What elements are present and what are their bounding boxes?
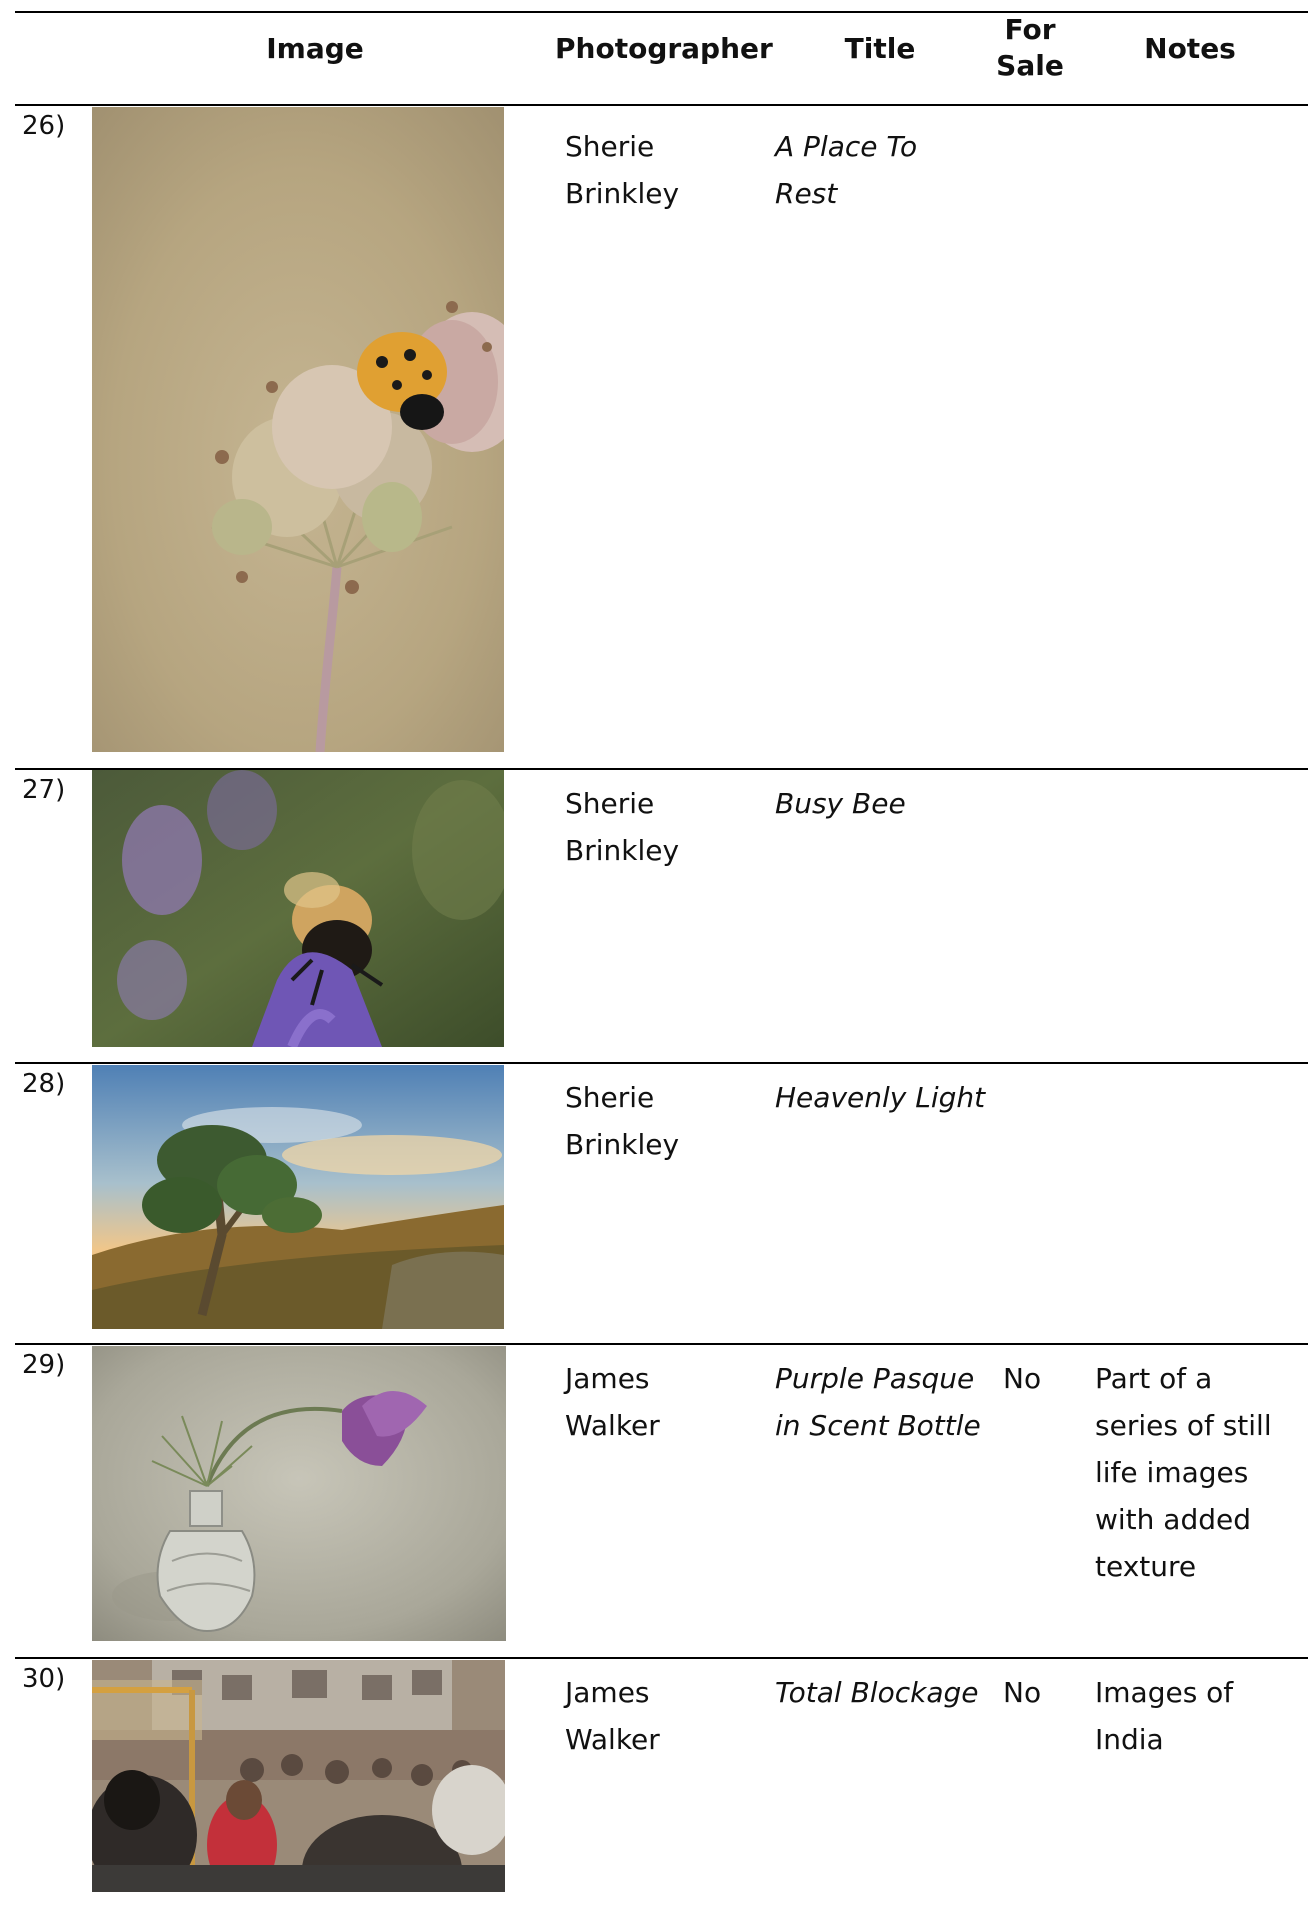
photo-title: A Place To Rest [775,130,918,210]
photographer-name: James Walker [565,1362,660,1442]
column-header-for-sale-line1: For [1004,13,1056,46]
photo-title: Heavenly Light [775,1081,986,1114]
row-divider [15,1657,1308,1659]
photo-crowded-indian-street [92,1660,505,1892]
row-number: 26) [22,111,66,141]
photo-ladybird-on-seed-head [92,107,504,752]
column-header-notes: Notes [1144,32,1236,65]
row-number: 28) [22,1069,66,1099]
for-sale-value: No [1003,1362,1042,1395]
row-divider [15,1343,1308,1345]
photographer-name: Sherie Brinkley [565,130,680,210]
column-header-for-sale-line2: Sale [996,49,1064,82]
photographer-name: James Walker [565,1676,660,1756]
photo-tree-on-hillside-at-sunset [92,1065,504,1329]
column-header-title: Title [844,32,916,65]
photo-pasque-flower-in-glass-bottle [92,1346,506,1641]
notes-text: Images of India [1095,1676,1234,1756]
photo-title: Busy Bee [775,787,906,820]
column-header-for-sale [990,12,1070,84]
photo-title: Total Blockage [775,1676,979,1709]
notes-text: Part of a series of still life images with added texture [1095,1362,1272,1583]
column-header-image: Image [266,32,364,65]
photographer-name: Sherie Brinkley [565,787,680,867]
row-number: 29) [22,1350,66,1380]
photographer-name: Sherie Brinkley [565,1081,680,1161]
photo-title: Purple Pasque in Scent Bottle [775,1362,981,1442]
header-bottom-rule [15,104,1308,106]
row-divider [15,1062,1308,1064]
row-number: 27) [22,775,66,805]
for-sale-value: No [1003,1676,1042,1709]
row-number: 30) [22,1664,66,1694]
photo-bee-on-lavender [92,770,504,1047]
column-header-photographer: Photographer [555,32,773,65]
table-top-rule [15,11,1308,13]
